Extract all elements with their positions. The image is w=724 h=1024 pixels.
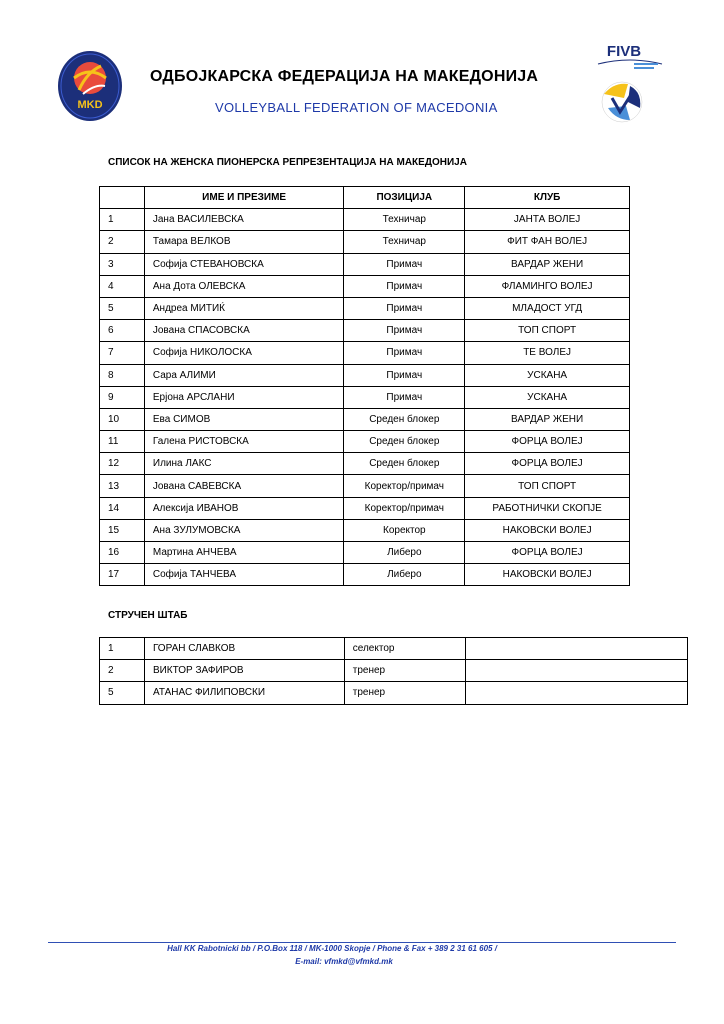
- player-position: Среден блокер: [344, 408, 465, 430]
- player-position: Примач: [344, 297, 465, 319]
- player-number: 17: [100, 564, 145, 586]
- federation-title-en: VOLLEYBALL FEDERATION OF MACEDONIA: [215, 100, 498, 115]
- player-position: Примач: [344, 386, 465, 408]
- player-position: Коректор/примач: [344, 497, 465, 519]
- staff-name: ВИКТОР ЗАФИРОВ: [144, 660, 344, 682]
- player-position: Примач: [344, 342, 465, 364]
- staff-name: ГОРАН СЛАВКОВ: [144, 638, 344, 660]
- player-club: ФЛАМИНГО ВОЛЕЈ: [465, 275, 630, 297]
- footer-email-wrap: [0, 957, 724, 966]
- players-table: [99, 186, 630, 586]
- table-row: [100, 209, 630, 231]
- player-name: Сара АЛИМИ: [144, 364, 344, 386]
- player-club: ФОРЦА ВОЛЕЈ: [465, 453, 630, 475]
- col-header-number: [100, 187, 145, 209]
- player-name: Ана ЗУЛУМОВСКА: [144, 519, 344, 541]
- table-row: [100, 564, 630, 586]
- table-row: [100, 638, 688, 660]
- player-name: Ерјона АРСЛАНИ: [144, 386, 344, 408]
- player-name: Софија СТЕВАНОВСКА: [144, 253, 344, 275]
- table-row: [100, 320, 630, 342]
- footer-email: E-mail: vfmkd@vfmkd.mk: [295, 957, 393, 966]
- table-row: [100, 364, 630, 386]
- player-name: Јана ВАСИЛЕВСКА: [144, 209, 344, 231]
- player-club: ФИТ ФАН ВОЛЕЈ: [465, 231, 630, 253]
- player-position: Коректор/примач: [344, 475, 465, 497]
- player-club: ТОП СПОРТ: [465, 475, 630, 497]
- player-number: 9: [100, 386, 145, 408]
- player-name: Јована САВЕВСКА: [144, 475, 344, 497]
- staff-extra: [465, 638, 687, 660]
- player-position: Техничар: [344, 231, 465, 253]
- table-row: [100, 431, 630, 453]
- staff-role: селектор: [344, 638, 465, 660]
- table-row: [100, 475, 630, 497]
- players-table-header: [100, 187, 630, 209]
- player-name: Андреа МИТИЌ: [144, 297, 344, 319]
- players-section-title: СПИСОК НА ЖЕНСКА ПИОНЕРСКА РЕПРЕЗЕНТАЦИЈА НА МАКЕДОНИЈА: [108, 157, 467, 168]
- footer-address-wrap: [0, 944, 724, 953]
- player-number: 3: [100, 253, 145, 275]
- table-row: [100, 497, 630, 519]
- player-position: Коректор: [344, 519, 465, 541]
- staff-extra: [465, 660, 687, 682]
- player-position: Примач: [344, 364, 465, 386]
- table-row: [100, 342, 630, 364]
- staff-role: тренер: [344, 682, 465, 704]
- player-number: 8: [100, 364, 145, 386]
- player-number: 14: [100, 497, 145, 519]
- player-position: Либеро: [344, 564, 465, 586]
- player-name: Алексија ИВАНОВ: [144, 497, 344, 519]
- player-name: Ана Дота ОЛЕВСКА: [144, 275, 344, 297]
- player-position: Либеро: [344, 542, 465, 564]
- player-number: 7: [100, 342, 145, 364]
- staff-table: [99, 637, 688, 705]
- player-club: ФОРЦА ВОЛЕЈ: [465, 542, 630, 564]
- logo-mkd-text: MKD: [77, 99, 103, 111]
- player-number: 6: [100, 320, 145, 342]
- staff-section-title: СТРУЧЕН ШТАБ: [108, 610, 188, 621]
- staff-extra: [465, 682, 687, 704]
- player-name: Илина ЛАКС: [144, 453, 344, 475]
- player-name: Софија НИКОЛОСКА: [144, 342, 344, 364]
- player-name: Јована СПАСОВСКА: [144, 320, 344, 342]
- table-row: [100, 297, 630, 319]
- staff-number: 5: [100, 682, 145, 704]
- player-club: МЛАДОСТ УГД: [465, 297, 630, 319]
- fivb-logo: [594, 42, 666, 124]
- table-row: [100, 253, 630, 275]
- fivb-logo-text: FIVB: [606, 43, 642, 60]
- staff-number: 2: [100, 660, 145, 682]
- footer-divider: [48, 942, 676, 943]
- player-position: Техничар: [344, 209, 465, 231]
- player-position: Среден блокер: [344, 453, 465, 475]
- federation-logo: [57, 50, 123, 122]
- player-club: ЈАНТА ВОЛЕЈ: [465, 209, 630, 231]
- player-position: Примач: [344, 320, 465, 342]
- table-row: [100, 682, 688, 704]
- col-header-position: ПОЗИЦИЈА: [344, 187, 465, 209]
- table-row: [100, 542, 630, 564]
- table-row: [100, 453, 630, 475]
- player-club: ВАРДАР ЖЕНИ: [465, 253, 630, 275]
- col-header-name: ИМЕ И ПРЕЗИМЕ: [144, 187, 344, 209]
- player-number: 10: [100, 408, 145, 430]
- player-number: 13: [100, 475, 145, 497]
- player-club: ВАРДАР ЖЕНИ: [465, 408, 630, 430]
- player-number: 4: [100, 275, 145, 297]
- player-name: Софија ТАНЧЕВА: [144, 564, 344, 586]
- player-position: Среден блокер: [344, 431, 465, 453]
- player-club: ФОРЦА ВОЛЕЈ: [465, 431, 630, 453]
- table-row: [100, 519, 630, 541]
- federation-title-mk: ОДБОЈКАРСКА ФЕДЕРАЦИЈА НА МАКЕДОНИЈА: [150, 68, 539, 85]
- player-club: ТЕ ВОЛЕЈ: [465, 342, 630, 364]
- player-club: ТОП СПОРТ: [465, 320, 630, 342]
- table-row: [100, 660, 688, 682]
- player-number: 5: [100, 297, 145, 319]
- player-position: Примач: [344, 275, 465, 297]
- player-number: 12: [100, 453, 145, 475]
- staff-number: 1: [100, 638, 145, 660]
- player-name: Тамара ВЕЛКОВ: [144, 231, 344, 253]
- player-name: Ева СИМОВ: [144, 408, 344, 430]
- col-header-club: КЛУБ: [465, 187, 630, 209]
- player-number: 11: [100, 431, 145, 453]
- table-row: [100, 231, 630, 253]
- player-number: 16: [100, 542, 145, 564]
- player-name: Мартина АНЧЕВА: [144, 542, 344, 564]
- player-number: 1: [100, 209, 145, 231]
- player-number: 2: [100, 231, 145, 253]
- staff-name: АТАНАС ФИЛИПОВСКИ: [144, 682, 344, 704]
- player-club: НАКОВСКИ ВОЛЕЈ: [465, 519, 630, 541]
- player-club: УСКАНА: [465, 386, 630, 408]
- table-row: [100, 275, 630, 297]
- player-name: Галена РИСТОВСКА: [144, 431, 344, 453]
- staff-role: тренер: [344, 660, 465, 682]
- table-row: [100, 408, 630, 430]
- footer-address: Hall KK Rabotnicki bb / P.O.Box 118 / MK-1000 Skopje / Phone & Fax + 389 2 31 61 605 /: [167, 944, 497, 953]
- player-club: УСКАНА: [465, 364, 630, 386]
- player-club: НАКОВСКИ ВОЛЕЈ: [465, 564, 630, 586]
- player-club: РАБОТНИЧКИ СКОПЈЕ: [465, 497, 630, 519]
- player-number: 15: [100, 519, 145, 541]
- table-row: [100, 386, 630, 408]
- player-position: Примач: [344, 253, 465, 275]
